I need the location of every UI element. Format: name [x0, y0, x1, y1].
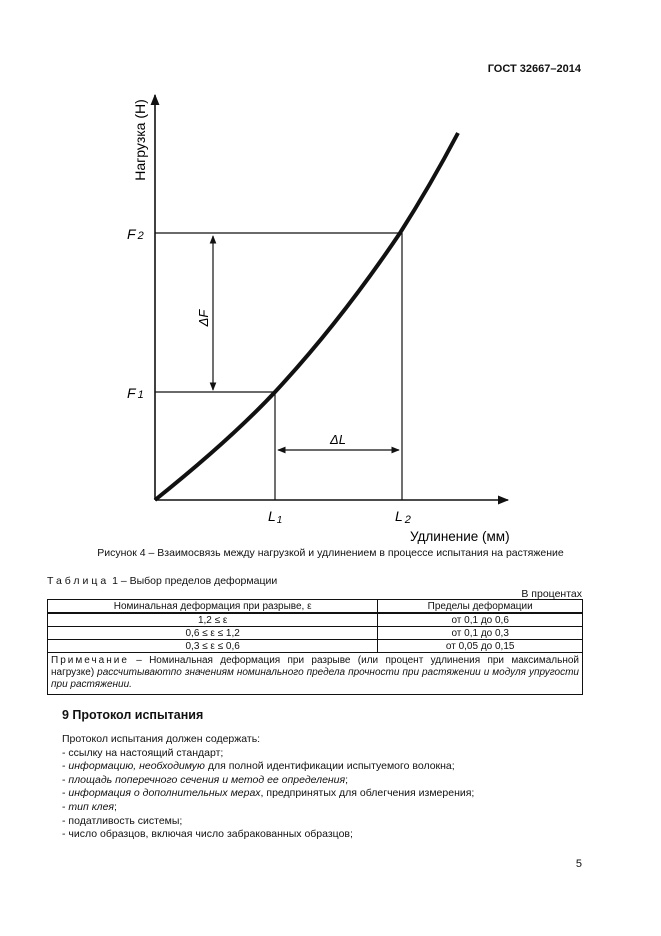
table-units: В процентах	[521, 588, 582, 600]
table-cell: 0,6 ≤ ε ≤ 1,2	[48, 627, 378, 640]
list-item: - тип клея;	[62, 800, 117, 813]
list-item: - информацию, необходимую для полной идентификации испытуемого волокна;	[62, 760, 455, 773]
list-item: - ссылку на настоящий стандарт;	[62, 746, 224, 759]
section-intro: Протокол испытания должен содержать:	[62, 733, 261, 745]
table-cell: 1,2 ≤ ε	[48, 613, 378, 627]
figure-caption: Рисунок 4 – Взаимосвязь между нагрузкой и удлинением в процессе испытания на растяжение	[97, 547, 564, 559]
table-row	[48, 613, 583, 627]
page-number: 5	[575, 858, 582, 870]
l2-label: L 2	[395, 508, 411, 526]
table-cell: от 0,05 до 0,15	[378, 640, 583, 653]
table-row	[48, 640, 583, 653]
list-item: - информация о дополнительных мерах, предпринятых для облегчения измерения;	[62, 787, 475, 800]
standard-header: ГОСТ 32667–2014	[487, 63, 581, 75]
f2-label: F 2	[127, 226, 144, 242]
section-title: 9 Протокол испытания	[62, 708, 204, 722]
f1-label: F 1	[127, 385, 144, 401]
list-item: - площадь поперечного сечения и метод ее определения;	[62, 773, 349, 786]
table-cell: от 0,1 до 0,3	[378, 627, 583, 640]
l1-label: L1	[268, 508, 283, 526]
section-body	[62, 733, 582, 842]
column-header: Пределы деформации	[378, 600, 583, 614]
deformation-table	[47, 599, 583, 695]
column-header: Номинальная деформация при разрыве, ε	[48, 600, 378, 614]
delta-f-label: ΔF	[196, 309, 211, 327]
table-title: Таблица 1 – Выбор пределов деформации	[47, 575, 278, 587]
delta-l-label: ΔL	[330, 432, 346, 447]
x-axis-label: Удлинение (мм)	[410, 529, 510, 544]
table-note: Примечание – Номинальная деформация при разрыве (или процент удлинения при максимальной нагрузке) рассчитываютпо значениям номинального предела прочности при растяжении и модуля упругости при растяжении.	[48, 653, 583, 695]
table-header-row	[48, 600, 583, 614]
list-item: - число образцов, включая число забракованных образцов;	[62, 828, 353, 841]
y-axis-label: Нагрузка (Н)	[132, 99, 148, 181]
table-row	[48, 627, 583, 640]
table-cell: 0,3 ≤ ε ≤ 0,6	[48, 640, 378, 653]
table-cell: от 0,1 до 0,6	[378, 613, 583, 627]
list-item: - податливость системы;	[62, 814, 183, 827]
table-note-row	[48, 653, 583, 695]
